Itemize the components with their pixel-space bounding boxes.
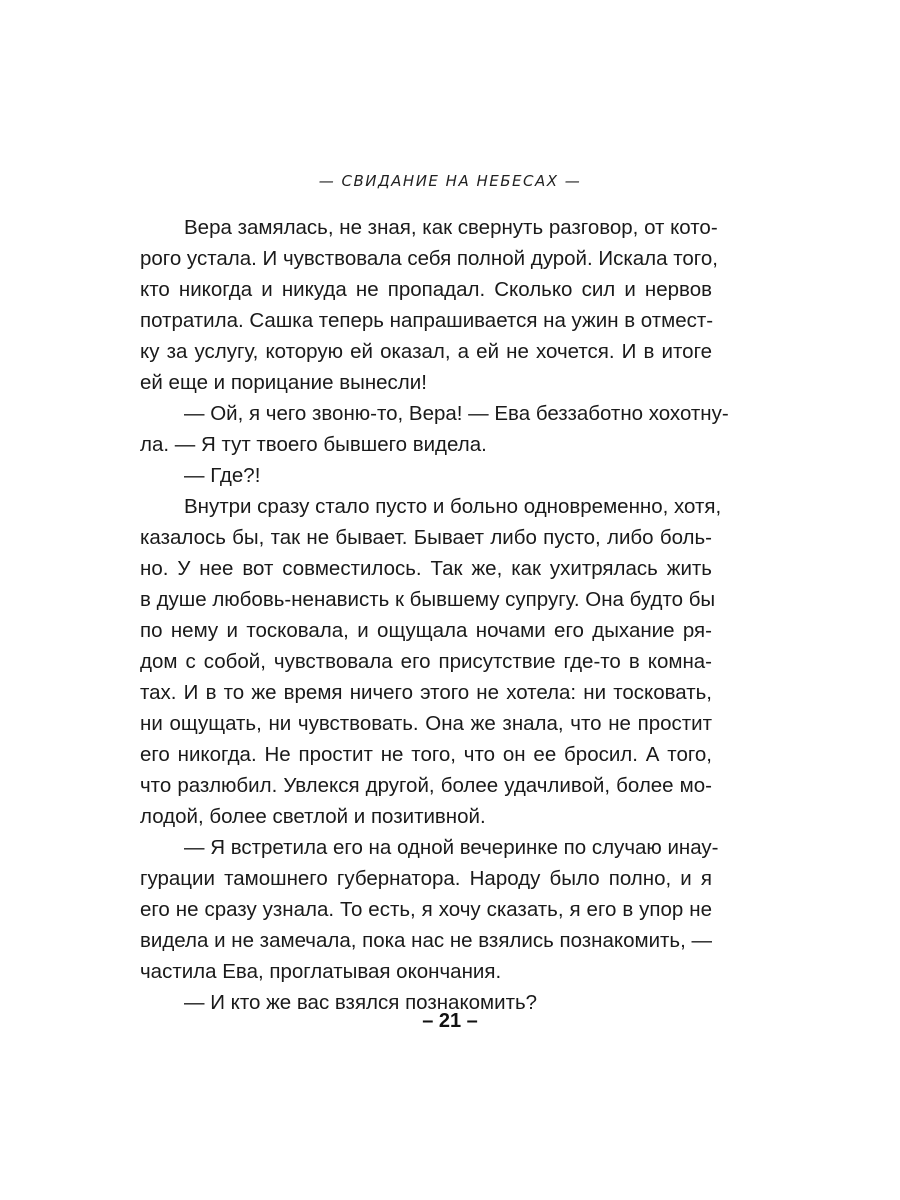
text-line: рого устала. И чувствовала себя полной дурой. Искала того, — [140, 247, 718, 270]
text-line: видела и не замечала, пока нас не взялись познакомить, — — [140, 929, 712, 952]
text-line: ла. — Я тут твоего бывшего видела. — [140, 433, 487, 456]
text-line: — Я встретила его на одной вечеринке по случаю инау- — [184, 836, 719, 859]
text-line: дом с собой, чувствовала его присутствие где-то в комна- — [140, 650, 712, 673]
text-line: в душе любовь-ненависть к бывшему супругу. Она будто бы — [140, 588, 716, 611]
text-line: ей еще и порицание вынесли! — [140, 371, 427, 394]
text-line: гурации тамошнего губернатора. Народу было полно, и я — [140, 867, 712, 890]
text-line: ни ощущать, ни чувствовать. Она же знала, что не простит — [140, 712, 712, 735]
text-line: что разлюбил. Увлекся другой, более удачливой, более мо- — [140, 774, 712, 797]
text-line: потратила. Сашка теперь напрашивается на ужин в отмест- — [140, 309, 714, 332]
text-line: — И кто же вас взялся познакомить? — [184, 991, 538, 1014]
text-line: его не сразу узнала. То есть, я хочу сказать, я его в упор не — [140, 898, 712, 921]
body-text — [140, 212, 729, 1018]
text-line: его никогда. Не простит не того, что он ее бросил. А того, — [140, 743, 712, 766]
text-line: лодой, более светлой и позитивной. — [140, 805, 486, 828]
text-line: по нему и тосковала, и ощущала ночами его дыхание ря- — [140, 619, 712, 642]
text-line: — Где?! — [184, 464, 261, 487]
text-line: частила Ева, проглатывая окончания. — [140, 960, 502, 983]
text-line: Вера замялась, не зная, как свернуть разговор, от кото- — [184, 216, 718, 239]
text-line: казалось бы, так не бывает. Бывает либо пусто, либо боль- — [140, 526, 712, 549]
text-line: кто никогда и никуда не пропадал. Сколько сил и нервов — [140, 278, 712, 301]
text-line: — Ой, я чего звоню-то, Вера! — Ева беззаботно хохотну- — [184, 402, 729, 425]
page-number: – 21 – — [422, 1010, 478, 1032]
text-line: ку за услугу, которую ей оказал, а ей не хочется. И в итоге — [140, 340, 712, 363]
running-header: — СВИДАНИЕ НА НЕБЕСАХ — — [318, 172, 582, 190]
text-line: Внутри сразу стало пусто и больно одновременно, хотя, — [184, 495, 722, 518]
text-line: но. У нее вот совместилось. Так же, как ухитрялась жить — [140, 557, 712, 580]
text-line: тах. И в то же время ничего этого не хотела: ни тосковать, — [140, 681, 712, 704]
